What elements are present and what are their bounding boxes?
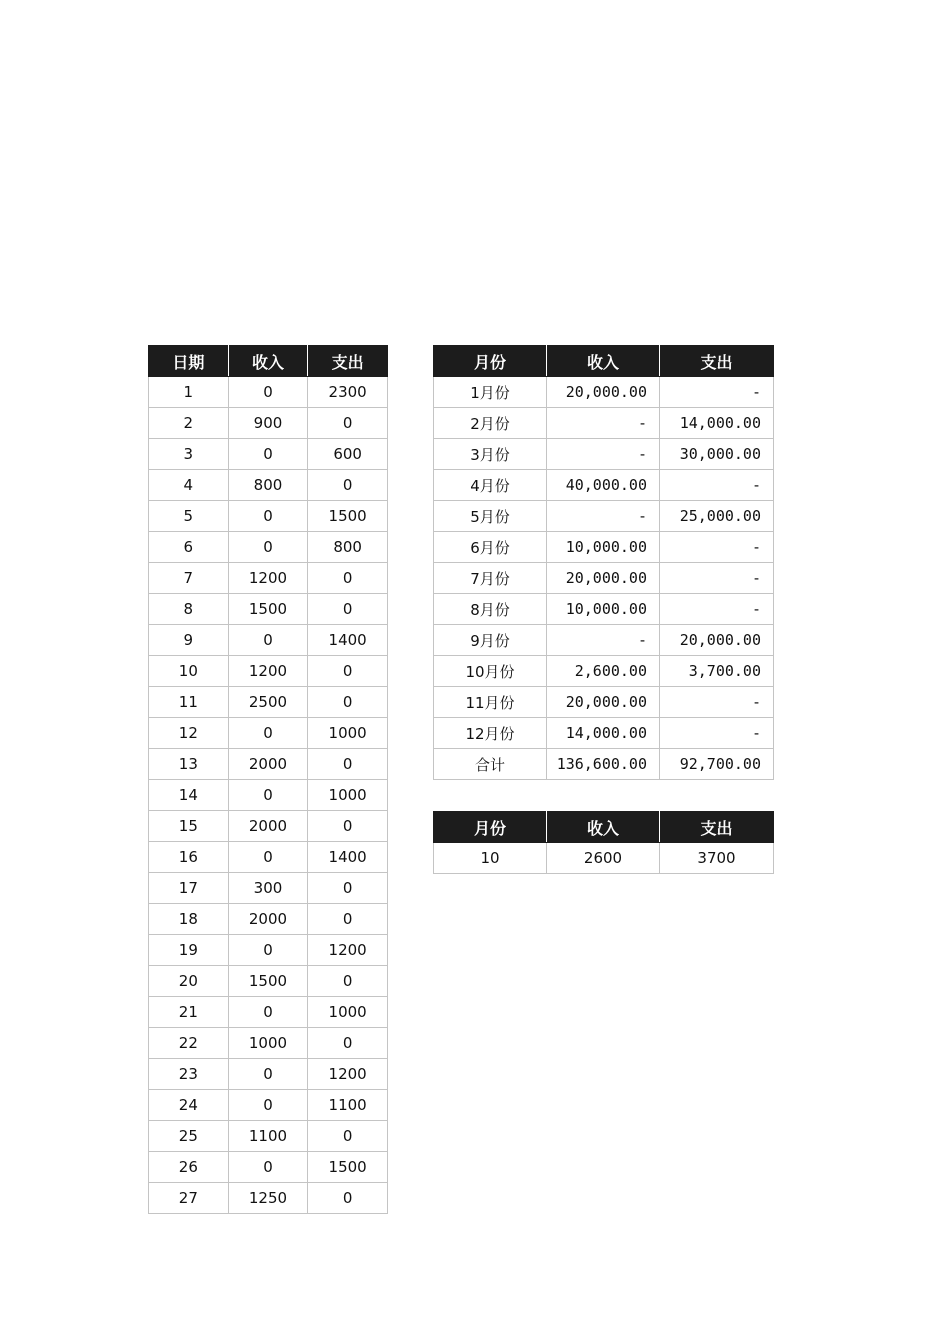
month-query-table xyxy=(433,811,774,874)
table-cell: 5 xyxy=(149,501,229,532)
table-cell: 1500 xyxy=(228,594,308,625)
table-cell: 2,600.00 xyxy=(547,656,660,687)
column-header-date: 日期 xyxy=(149,346,229,377)
table-cell: 0 xyxy=(228,1059,308,1090)
table-cell: 25,000.00 xyxy=(660,501,774,532)
table-cell: 1000 xyxy=(308,780,388,811)
table-cell: 16 xyxy=(149,842,229,873)
table-cell: 2500 xyxy=(228,687,308,718)
table-cell: 6月份 xyxy=(434,532,547,563)
table-row xyxy=(434,408,774,439)
table-cell: 0 xyxy=(228,780,308,811)
table-row xyxy=(434,501,774,532)
table-cell: 136,600.00 xyxy=(547,749,660,780)
table-cell: 14,000.00 xyxy=(547,718,660,749)
table-cell: 2300 xyxy=(308,377,388,408)
table-cell: 10,000.00 xyxy=(547,532,660,563)
table-cell: 12月份 xyxy=(434,718,547,749)
table-cell: 23 xyxy=(149,1059,229,1090)
table-cell: 10月份 xyxy=(434,656,547,687)
table-cell: - xyxy=(660,718,774,749)
table-cell: 0 xyxy=(308,408,388,439)
table-cell: 22 xyxy=(149,1028,229,1059)
table-cell: - xyxy=(660,377,774,408)
table-row xyxy=(149,1152,388,1183)
table-cell: 0 xyxy=(308,811,388,842)
table-row xyxy=(434,377,774,408)
table-cell: 0 xyxy=(308,470,388,501)
table-row xyxy=(149,780,388,811)
table-cell: 0 xyxy=(228,935,308,966)
table-row xyxy=(149,563,388,594)
table-cell: 0 xyxy=(228,1090,308,1121)
table-cell: 0 xyxy=(228,997,308,1028)
table-cell: 19 xyxy=(149,935,229,966)
table-cell: - xyxy=(660,563,774,594)
table-cell: 9月份 xyxy=(434,625,547,656)
table-cell: 800 xyxy=(308,532,388,563)
table-row xyxy=(149,501,388,532)
table-cell: 3,700.00 xyxy=(660,656,774,687)
table-cell: 1200 xyxy=(228,656,308,687)
table-cell: 0 xyxy=(308,1183,388,1214)
table-row xyxy=(149,904,388,935)
table-cell: - xyxy=(660,532,774,563)
table-cell: 1000 xyxy=(228,1028,308,1059)
table-cell: - xyxy=(660,470,774,501)
table-row xyxy=(149,1183,388,1214)
table-row xyxy=(149,873,388,904)
table-cell: 10 xyxy=(149,656,229,687)
table-cell: 1000 xyxy=(308,997,388,1028)
table-cell: 1000 xyxy=(308,718,388,749)
table-row xyxy=(149,1121,388,1152)
table-cell: 20,000.00 xyxy=(547,377,660,408)
table-cell: 1200 xyxy=(228,563,308,594)
table-cell: 8 xyxy=(149,594,229,625)
table-row xyxy=(434,470,774,501)
table-row xyxy=(434,843,774,874)
table-cell: 0 xyxy=(308,1028,388,1059)
table-cell: 0 xyxy=(228,1152,308,1183)
table-cell: 0 xyxy=(308,749,388,780)
table-cell: 14,000.00 xyxy=(660,408,774,439)
table-cell: 1200 xyxy=(308,1059,388,1090)
column-header-expense: 支出 xyxy=(660,812,774,843)
table-row xyxy=(434,687,774,718)
table-cell: 0 xyxy=(228,439,308,470)
table-cell: 1400 xyxy=(308,842,388,873)
table-cell: - xyxy=(547,408,660,439)
table-cell: 10,000.00 xyxy=(547,594,660,625)
table-row xyxy=(434,625,774,656)
table-cell: 1100 xyxy=(308,1090,388,1121)
table-cell: 0 xyxy=(308,904,388,935)
table-row xyxy=(149,687,388,718)
monthly-summary-table xyxy=(433,345,774,780)
table-row xyxy=(149,377,388,408)
table-row xyxy=(434,563,774,594)
table-cell: 2月份 xyxy=(434,408,547,439)
table-cell: 27 xyxy=(149,1183,229,1214)
table-cell: 10 xyxy=(434,843,547,874)
table-cell: 0 xyxy=(308,656,388,687)
table-row xyxy=(149,749,388,780)
table-cell: 0 xyxy=(308,966,388,997)
table-cell: - xyxy=(660,687,774,718)
table-row xyxy=(434,749,774,780)
table-row xyxy=(434,439,774,470)
table-cell: - xyxy=(547,501,660,532)
table-cell: 15 xyxy=(149,811,229,842)
table-cell: 7月份 xyxy=(434,563,547,594)
table-cell: 20,000.00 xyxy=(547,687,660,718)
column-header-income: 收入 xyxy=(547,346,660,377)
table-cell: 1500 xyxy=(308,501,388,532)
table-cell: 20,000.00 xyxy=(660,625,774,656)
table-cell: 0 xyxy=(228,501,308,532)
table-cell: 0 xyxy=(228,532,308,563)
table-cell: 7 xyxy=(149,563,229,594)
table-cell: 合计 xyxy=(434,749,547,780)
table-cell: 3月份 xyxy=(434,439,547,470)
column-header-month: 月份 xyxy=(434,812,547,843)
table-cell: 8月份 xyxy=(434,594,547,625)
table-row xyxy=(149,718,388,749)
table-cell: 20,000.00 xyxy=(547,563,660,594)
table-row xyxy=(434,656,774,687)
table-cell: 1250 xyxy=(228,1183,308,1214)
table-row xyxy=(149,656,388,687)
table-row xyxy=(434,718,774,749)
table-cell: 3 xyxy=(149,439,229,470)
table-cell: 1月份 xyxy=(434,377,547,408)
table-cell: 2 xyxy=(149,408,229,439)
table-cell: 24 xyxy=(149,1090,229,1121)
table-row xyxy=(149,408,388,439)
table-cell: 9 xyxy=(149,625,229,656)
table-cell: 0 xyxy=(308,1121,388,1152)
table-cell: 600 xyxy=(308,439,388,470)
table-cell: 1500 xyxy=(308,1152,388,1183)
table-cell: 18 xyxy=(149,904,229,935)
table-cell: 0 xyxy=(308,563,388,594)
table-row xyxy=(149,966,388,997)
table-header-row xyxy=(434,346,774,377)
table-cell: 0 xyxy=(308,873,388,904)
table-cell: 800 xyxy=(228,470,308,501)
table-cell: 6 xyxy=(149,532,229,563)
table-cell: 4月份 xyxy=(434,470,547,501)
table-cell: 5月份 xyxy=(434,501,547,532)
column-header-expense: 支出 xyxy=(308,346,388,377)
table-cell: 11月份 xyxy=(434,687,547,718)
table-row xyxy=(149,935,388,966)
table-cell: 2000 xyxy=(228,811,308,842)
table-row xyxy=(149,1059,388,1090)
table-cell: - xyxy=(547,439,660,470)
table-row xyxy=(149,1028,388,1059)
table-cell: 30,000.00 xyxy=(660,439,774,470)
table-cell: - xyxy=(547,625,660,656)
table-cell: 40,000.00 xyxy=(547,470,660,501)
table-cell: 26 xyxy=(149,1152,229,1183)
table-cell: 14 xyxy=(149,780,229,811)
table-cell: 3700 xyxy=(660,843,774,874)
table-cell: 21 xyxy=(149,997,229,1028)
table-cell: 1500 xyxy=(228,966,308,997)
table-cell: 1200 xyxy=(308,935,388,966)
table-cell: 12 xyxy=(149,718,229,749)
table-cell: 1400 xyxy=(308,625,388,656)
table-cell: 2600 xyxy=(547,843,660,874)
table-cell: 92,700.00 xyxy=(660,749,774,780)
column-header-expense: 支出 xyxy=(660,346,774,377)
table-row xyxy=(149,594,388,625)
table-cell: 13 xyxy=(149,749,229,780)
column-header-income: 收入 xyxy=(547,812,660,843)
table-cell: 300 xyxy=(228,873,308,904)
table-cell: 4 xyxy=(149,470,229,501)
table-cell: 0 xyxy=(308,687,388,718)
table-cell: - xyxy=(660,594,774,625)
table-cell: 0 xyxy=(308,594,388,625)
table-cell: 25 xyxy=(149,1121,229,1152)
table-cell: 1 xyxy=(149,377,229,408)
table-row xyxy=(149,997,388,1028)
table-row xyxy=(434,594,774,625)
table-cell: 2000 xyxy=(228,749,308,780)
table-row xyxy=(149,625,388,656)
table-cell: 900 xyxy=(228,408,308,439)
table-cell: 2000 xyxy=(228,904,308,935)
table-cell: 1100 xyxy=(228,1121,308,1152)
table-cell: 20 xyxy=(149,966,229,997)
table-cell: 17 xyxy=(149,873,229,904)
table-row xyxy=(149,532,388,563)
table-cell: 0 xyxy=(228,718,308,749)
table-cell: 11 xyxy=(149,687,229,718)
table-row xyxy=(149,1090,388,1121)
table-row xyxy=(149,811,388,842)
table-row xyxy=(149,842,388,873)
table-cell: 0 xyxy=(228,842,308,873)
table-cell: 0 xyxy=(228,377,308,408)
daily-income-expense-table xyxy=(148,345,388,1214)
table-row xyxy=(149,439,388,470)
table-row xyxy=(434,532,774,563)
table-header-row xyxy=(434,812,774,843)
table-cell: 0 xyxy=(228,625,308,656)
column-header-income: 收入 xyxy=(228,346,308,377)
column-header-month: 月份 xyxy=(434,346,547,377)
table-row xyxy=(149,470,388,501)
table-header-row xyxy=(149,346,388,377)
